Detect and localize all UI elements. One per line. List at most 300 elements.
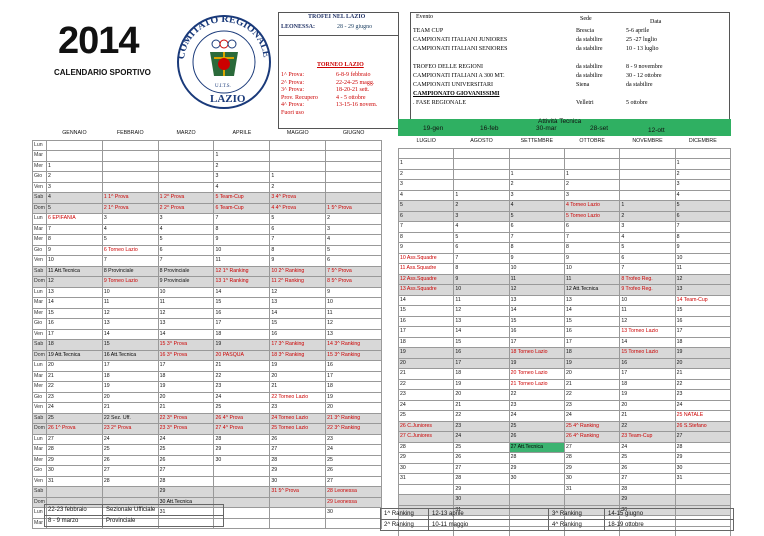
day-cell: [564, 148, 619, 159]
day-cell: 20: [454, 390, 509, 401]
weekday-label: Lun: [33, 287, 47, 298]
day-cell: [620, 190, 675, 201]
calendar-row: [399, 243, 731, 254]
day-cell: 11: [102, 298, 158, 309]
day-cell: 27: [158, 466, 214, 477]
month-header: GENNAIO: [62, 130, 87, 137]
day-cell: 28 Leonessa: [326, 487, 382, 498]
day-cell: 6: [326, 256, 382, 267]
day-cell: 6: [399, 211, 454, 222]
day-cell: 6: [564, 222, 619, 233]
calendar-row: [399, 453, 731, 464]
day-cell: 17: [214, 319, 270, 330]
day-cell: 28: [564, 453, 619, 464]
month-header: MARZO: [176, 130, 196, 137]
calendar-row: [33, 392, 382, 403]
calendar-row: [399, 327, 731, 338]
day-cell: 12: [102, 308, 158, 319]
day-cell: 10: [214, 245, 270, 256]
day-cell: 14: [47, 298, 103, 309]
day-cell: 1: [454, 190, 509, 201]
day-cell: [509, 148, 564, 159]
day-cell: 18: [564, 348, 619, 359]
day-cell: 22: [675, 379, 730, 390]
weekday-label: Mer: [33, 382, 47, 393]
month-header-row: [33, 128, 382, 140]
day-cell: 3: [675, 180, 730, 191]
day-cell: 20 PASQUA: [214, 350, 270, 361]
day-cell: 21: [399, 369, 454, 380]
day-cell: 20: [675, 358, 730, 369]
event-sede: da stabilire: [576, 37, 603, 43]
day-cell: [102, 172, 158, 183]
day-cell: 6: [454, 243, 509, 254]
day-cell: 16: [675, 316, 730, 327]
day-cell: 17: [675, 327, 730, 338]
event-sede: da stabilire: [576, 73, 603, 79]
day-cell: 14: [158, 329, 214, 340]
day-cell: 9: [509, 253, 564, 264]
day-cell: 20: [270, 371, 326, 382]
day-cell: 14: [620, 337, 675, 348]
day-cell: 23 Team-Cup: [620, 432, 675, 443]
weekday-label: Gio: [33, 392, 47, 403]
day-cell: 14 Team-Cup: [675, 295, 730, 306]
day-cell: 3: [564, 190, 619, 201]
day-cell: [102, 140, 158, 151]
day-cell: 30: [326, 508, 382, 519]
day-cell: 15: [675, 306, 730, 317]
day-cell: 8: [399, 232, 454, 243]
day-cell: 9: [214, 235, 270, 246]
weekday-label: Mer: [33, 161, 47, 172]
day-cell: 1: [399, 159, 454, 170]
calendar-row: [33, 287, 382, 298]
day-cell: 28: [158, 476, 214, 487]
calendar-row: [33, 235, 382, 246]
day-cell: 17: [326, 371, 382, 382]
bottom-left-table: [44, 504, 224, 527]
day-cell: 28: [620, 484, 675, 495]
calendar-row: [33, 466, 382, 477]
calendar-subtitle: CALENDARIO SPORTIVO: [54, 68, 151, 77]
day-cell: 26: [454, 453, 509, 464]
day-cell: 17: [509, 337, 564, 348]
day-cell: [326, 182, 382, 193]
calendar-row: [399, 306, 731, 317]
event-data: 5-6 aprile: [626, 28, 650, 34]
day-cell: 17: [564, 337, 619, 348]
day-cell: 25: [620, 453, 675, 464]
calendar-row: [399, 190, 731, 201]
day-cell: [509, 495, 564, 506]
day-cell: 26: [509, 432, 564, 443]
day-cell: 27: [47, 434, 103, 445]
day-cell: 11: [620, 306, 675, 317]
day-cell: 4: [158, 224, 214, 235]
calendar-row: [399, 295, 731, 306]
day-cell: 25: [454, 442, 509, 453]
day-cell: 26: [158, 455, 214, 466]
calendar-row: [399, 369, 731, 380]
day-cell: 26 4^ Prova: [214, 413, 270, 424]
day-cell: 17: [399, 327, 454, 338]
day-cell: 6 Torneo Lazio: [102, 245, 158, 256]
day-cell: 11: [214, 256, 270, 267]
day-cell: 18: [675, 337, 730, 348]
day-cell: 23: [326, 434, 382, 445]
day-cell: 20: [564, 369, 619, 380]
weekday-label: Lun: [33, 214, 47, 225]
day-cell: 5: [158, 235, 214, 246]
day-cell: 15: [102, 340, 158, 351]
day-cell: [454, 148, 509, 159]
day-cell: 13 Ass.Squadre: [399, 285, 454, 296]
day-cell: 18: [47, 340, 103, 351]
calendar-row: [399, 201, 731, 212]
day-cell: 4 Torneo Lazio: [564, 201, 619, 212]
day-cell: 24: [675, 400, 730, 411]
day-cell: 11: [509, 274, 564, 285]
weekday-label: Mer: [33, 235, 47, 246]
day-cell: 18: [102, 371, 158, 382]
day-cell: 29: [564, 463, 619, 474]
event-data: 8 - 9 novembre: [626, 64, 663, 70]
day-cell: 27: [564, 442, 619, 453]
day-cell: 19: [620, 390, 675, 401]
day-cell: 24: [158, 434, 214, 445]
event-data: da stabilire: [626, 82, 653, 88]
day-cell: 10: [326, 298, 382, 309]
day-cell: [214, 476, 270, 487]
weekday-label: Lun: [33, 361, 47, 372]
day-cell: 21 Torneo Lazio: [509, 379, 564, 390]
event-data: 10 - 13 luglio: [626, 46, 659, 52]
day-cell: 15: [270, 319, 326, 330]
day-cell: 27: [326, 476, 382, 487]
day-cell: 19: [454, 379, 509, 390]
day-cell: 30: [675, 463, 730, 474]
day-cell: 19: [270, 361, 326, 372]
day-cell: 19: [102, 382, 158, 393]
torneo-row: 4^ Prova: 13-15-16 novem.: [281, 102, 378, 108]
calendar-row: [399, 180, 731, 191]
day-cell: 5 Team-Cup: [214, 193, 270, 204]
day-cell: 25: [158, 445, 214, 456]
day-cell: 26 4^ Ranking: [564, 432, 619, 443]
day-cell: 26: [102, 455, 158, 466]
day-cell: 2 2^ Prova: [158, 203, 214, 214]
month-header: SETTEMBRE: [520, 138, 553, 145]
day-cell: [326, 140, 382, 151]
day-cell: 3: [454, 211, 509, 222]
day-cell: 4: [620, 232, 675, 243]
day-cell: [620, 180, 675, 191]
day-cell: 12: [509, 285, 564, 296]
day-cell: 18: [158, 371, 214, 382]
day-cell: 2: [564, 180, 619, 191]
day-cell: 15: [564, 316, 619, 327]
day-cell: 4: [47, 193, 103, 204]
day-cell: 16 3^ Prova: [158, 350, 214, 361]
day-cell: 2 1^ Prova: [102, 203, 158, 214]
day-cell: 12: [270, 287, 326, 298]
weekday-label: Gio: [33, 172, 47, 183]
attivita-date: 16-feb: [480, 125, 499, 132]
weekday-label: Ven: [33, 403, 47, 414]
day-cell: 1: [509, 169, 564, 180]
day-cell: 2: [47, 172, 103, 183]
day-cell: [47, 140, 103, 151]
day-cell: 8: [509, 243, 564, 254]
day-cell: 22: [399, 379, 454, 390]
day-cell: [158, 140, 214, 151]
day-cell: [270, 497, 326, 508]
calendar-row: [399, 253, 731, 264]
day-cell: [102, 161, 158, 172]
weekday-label: Sab: [33, 413, 47, 424]
day-cell: [102, 487, 158, 498]
day-cell: 21: [47, 371, 103, 382]
day-cell: 1 5^ Prova: [326, 203, 382, 214]
day-cell: 30: [620, 505, 675, 516]
events-header-data: Data: [650, 19, 662, 25]
day-cell: 8 5^ Prova: [326, 277, 382, 288]
day-cell: 18: [214, 329, 270, 340]
day-cell: 14: [509, 306, 564, 317]
calendar-row: [399, 411, 731, 422]
day-cell: 28: [214, 434, 270, 445]
day-cell: 23: [509, 400, 564, 411]
calendar-row: [33, 245, 382, 256]
day-cell: 13: [564, 295, 619, 306]
day-cell: 30: [564, 474, 619, 485]
day-cell: 8 Provinciale: [102, 266, 158, 277]
day-cell: 19: [509, 358, 564, 369]
day-cell: 4: [675, 190, 730, 201]
day-cell: [564, 159, 619, 170]
calendar-row: [399, 390, 731, 401]
day-cell: 16 Att.Tecnica: [102, 350, 158, 361]
event-sede: Siena: [576, 82, 590, 88]
torneo-row: 1^ Prova: 6-8-9 febbraio: [281, 72, 371, 78]
day-cell: 13: [675, 285, 730, 296]
day-cell: 15 3^ Ranking: [326, 350, 382, 361]
day-cell: [270, 161, 326, 172]
day-cell: 9: [47, 245, 103, 256]
day-cell: 22 Torneo Lazio: [270, 392, 326, 403]
day-cell: 2: [326, 214, 382, 225]
logo-ring-text: COMITATO REGIONALE: [176, 13, 272, 60]
day-cell: 20: [399, 358, 454, 369]
day-cell: 20 Torneo Lazio: [509, 369, 564, 380]
day-cell: 12: [158, 308, 214, 319]
weekday-label: Mar: [33, 224, 47, 235]
month-header: MAGGIO: [286, 130, 309, 137]
day-cell: 24: [564, 411, 619, 422]
day-cell: 8: [47, 235, 103, 246]
day-cell: 30: [270, 476, 326, 487]
day-cell: 20: [620, 400, 675, 411]
events-list: [413, 28, 727, 109]
event-name: CAMPIONATI ITALIANI SENIORES: [413, 46, 508, 52]
calendar-row: [399, 148, 731, 159]
calendar-row: [33, 256, 382, 267]
day-cell: [564, 495, 619, 506]
day-cell: 22 Sez. Uff.: [102, 413, 158, 424]
day-cell: [675, 148, 730, 159]
attivita-date: 12-ott: [648, 127, 665, 134]
day-cell: 22: [214, 371, 270, 382]
day-cell: [399, 495, 454, 506]
day-cell: 12: [620, 316, 675, 327]
event-row: [413, 100, 727, 109]
day-cell: 25 NATALE: [675, 411, 730, 422]
day-cell: 9: [454, 274, 509, 285]
day-cell: 30: [47, 466, 103, 477]
day-cell: 26: [270, 434, 326, 445]
day-cell: [326, 518, 382, 529]
day-cell: 7: [509, 232, 564, 243]
day-cell: 19 Att.Tecnica: [47, 350, 103, 361]
day-cell: 17: [158, 361, 214, 372]
day-cell: 6 Team-Cup: [214, 203, 270, 214]
day-cell: 9 Torneo Lazio: [102, 277, 158, 288]
day-cell: 9 Trofeo Reg.: [620, 285, 675, 296]
event-name: CAMPIONATI ITALIANI JUNIORES: [413, 37, 508, 43]
day-cell: 28: [675, 442, 730, 453]
calendar-row: [33, 371, 382, 382]
day-cell: 30 Att.Tecnica: [158, 497, 214, 508]
day-cell: 5: [102, 235, 158, 246]
calendar-left-grid: [32, 128, 382, 529]
day-cell: 1: [270, 172, 326, 183]
day-cell: [326, 151, 382, 162]
month-header: GIUGNO: [342, 130, 365, 137]
day-cell: 9: [270, 256, 326, 267]
day-cell: 1: [564, 169, 619, 180]
weekday-label: Lun: [33, 508, 47, 519]
day-cell: [620, 159, 675, 170]
bottom-left-row: 8 - 9 marzo Provinciale: [45, 516, 224, 527]
day-cell: 2: [675, 169, 730, 180]
event-name: CAMPIONATO GIOVANISSIMI: [413, 91, 500, 97]
day-cell: 11 2^ Ranking: [270, 277, 326, 288]
day-cell: 14: [564, 306, 619, 317]
day-cell: 3: [102, 214, 158, 225]
weekday-label: Sab: [33, 193, 47, 204]
day-cell: 27: [102, 466, 158, 477]
day-cell: 25: [399, 411, 454, 422]
calendar-row: [399, 232, 731, 243]
day-cell: 14: [399, 295, 454, 306]
weekday-label: Mer: [33, 455, 47, 466]
calendar-row: [33, 182, 382, 193]
day-cell: 3: [620, 222, 675, 233]
day-cell: 19: [399, 348, 454, 359]
day-cell: 27 Att.Tecnica: [509, 442, 564, 453]
event-data: 25 -27 luglio: [626, 37, 657, 43]
day-cell: 31: [675, 474, 730, 485]
day-cell: 22: [509, 390, 564, 401]
calendar-row: [399, 264, 731, 275]
weekday-label: Mar: [33, 371, 47, 382]
calendar-row: [33, 308, 382, 319]
calendar-row: [33, 434, 382, 445]
day-cell: 3: [47, 182, 103, 193]
day-cell: 7: [454, 253, 509, 264]
weekday-label: Mar: [33, 151, 47, 162]
day-cell: 13 Torneo Lazio: [620, 327, 675, 338]
day-cell: [454, 169, 509, 180]
day-cell: 5: [270, 214, 326, 225]
day-cell: 7: [214, 214, 270, 225]
day-cell: [620, 148, 675, 159]
calendar-row: [399, 285, 731, 296]
day-cell: 20: [102, 392, 158, 403]
day-cell: 30: [454, 495, 509, 506]
calendar-row: [33, 413, 382, 424]
day-cell: 25 4^ Ranking: [564, 421, 619, 432]
day-cell: 10: [454, 285, 509, 296]
day-cell: 23: [214, 382, 270, 393]
weekday-label: Mar: [33, 445, 47, 456]
day-cell: 12 Att.Tecnica: [564, 285, 619, 296]
day-cell: 31: [158, 508, 214, 519]
day-cell: [102, 151, 158, 162]
day-cell: 24: [214, 392, 270, 403]
logo-bottom-text: LAZIO: [210, 93, 246, 105]
day-cell: 19: [214, 340, 270, 351]
day-cell: 21: [158, 403, 214, 414]
calendar-row: [399, 274, 731, 285]
calendar-row: [33, 266, 382, 277]
day-cell: 29: [270, 466, 326, 477]
day-cell: 11: [158, 298, 214, 309]
day-cell: 19: [326, 392, 382, 403]
day-cell: 11: [454, 295, 509, 306]
day-cell: 26 S.Stefano: [675, 421, 730, 432]
day-cell: 9: [564, 253, 619, 264]
day-cell: [47, 487, 103, 498]
weekday-label: Sab: [33, 487, 47, 498]
day-cell: 16: [47, 319, 103, 330]
trofei-leonessa-label: LEONESSA:: [281, 24, 316, 30]
day-cell: 29: [47, 455, 103, 466]
day-cell: 16: [564, 327, 619, 338]
day-cell: 1: [675, 159, 730, 170]
day-cell: 15: [214, 298, 270, 309]
calendar-row: [33, 403, 382, 414]
event-sede: da stabilire: [576, 64, 603, 70]
day-cell: 8: [675, 232, 730, 243]
month-header: LUGLIO: [416, 138, 436, 145]
trofei-title: TROFEI NEL LAZIO: [308, 14, 366, 20]
day-cell: 16: [214, 308, 270, 319]
attivita-date: 28-set: [590, 125, 609, 132]
month-header: APRILE: [232, 130, 252, 137]
day-cell: 25: [102, 445, 158, 456]
month-header: DICEMBRE: [688, 138, 717, 145]
day-cell: 26 C.Juniores: [399, 421, 454, 432]
day-cell: 29: [399, 453, 454, 464]
calendar-row: [33, 298, 382, 309]
weekday-label: Dom: [33, 203, 47, 214]
day-cell: 23: [564, 400, 619, 411]
weekday-label: Ven: [33, 329, 47, 340]
event-row: [413, 73, 727, 82]
day-cell: 7: [620, 264, 675, 275]
